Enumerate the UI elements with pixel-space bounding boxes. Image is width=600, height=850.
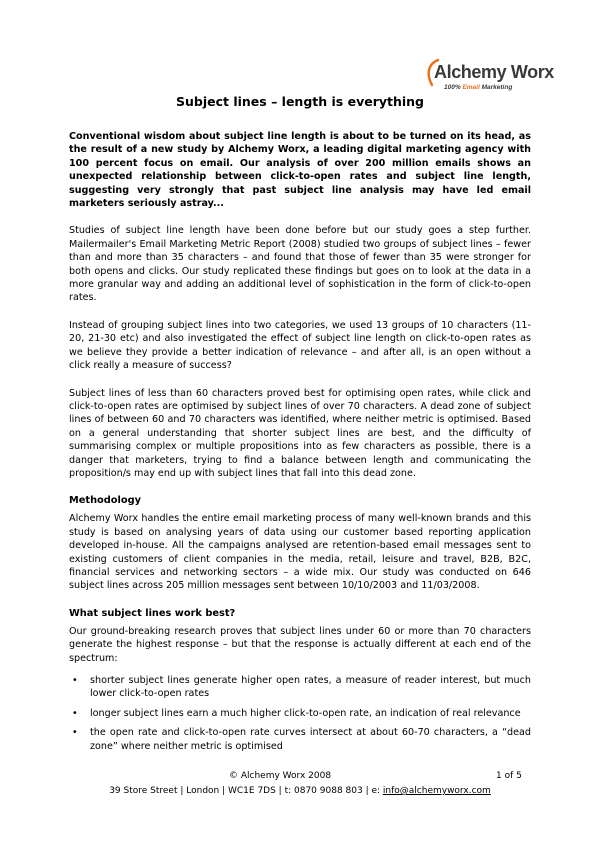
page-title: Subject lines – length is everything <box>175 94 425 109</box>
methodology-paragraph: Alchemy Worx handles the entire email marketing process of many well-known brands and this study is based on analysing years of data using our customer based reporting application developed in-house. All the campaigns analysed are retention-based email messages sent to existing customers of client companies in the media, retail, leisure and travel, B2B, B2C, financial services and networking sectors – a wide mix. Our study was conducted on 646 subject lines across 205 million messages sent between 10/10/2003 and 11/03/2008. <box>69 513 531 592</box>
footer-copyright: © Alchemy Worx 2008 <box>229 771 332 781</box>
logo-tagline-suffix: Marketing <box>481 84 513 91</box>
logo-tagline-prefix: 100% <box>444 84 461 91</box>
logo-name: Alchemy Worx <box>434 62 554 82</box>
list-item <box>69 674 531 701</box>
best-paragraph: Our ground-breaking research proves that subject lines under 60 or more than 70 characters generate the highest response – but that the response is actually different at each end of the spectrum: <box>69 625 531 664</box>
logo-tagline <box>444 84 512 91</box>
body-paragraph: Instead of grouping subject lines into two categories, we used 13 groups of 10 characters (11-20, 21-30 etc) and also investigated the effect of subject line length on click-to-open rates as we believe they provide a better indication of relevance – and after all, is an open without a click really a measure of success? <box>69 319 531 372</box>
list-item <box>69 707 531 720</box>
footer-address <box>0 786 600 796</box>
list-item-text: the open rate and click-to-open rate curves intersect at about 60-70 characters, a “dead zone” where neither metric is optimised <box>90 727 531 752</box>
methodology-heading: Methodology <box>69 495 142 507</box>
list-item-text: shorter subject lines generate higher open rates, a measure of reader interest, but much lower click-to-open rates <box>90 675 531 700</box>
bullet-icon: • <box>72 675 78 686</box>
footer-address-text: 39 Store Street | London | WC1E 7DS | t: 0870 9088 803 | e: <box>109 786 383 796</box>
logo-tagline-accent: Email <box>462 84 480 91</box>
article-body <box>69 130 531 753</box>
body-paragraph: Studies of subject line length have been done before but our study goes a step further. Mailermailer's Email Marketing Metric Report (2008) studied two groups of subject lines – fewer than and more than 35 characters – and found that those of fewer than 35 were stronger for both opens and clicks. Our study replicated these findings but goes on to look at the data in a more granular way and adding an additional level of sophistication in the form of click-to-open rates. <box>69 225 531 304</box>
body-paragraph: Subject lines of less than 60 characters proved best for optimising open rates, while click and click-to-open rates are optimised by subject lines of over 70 characters. A dead zone of subject lines of between 60 and 70 characters was identified, where neither metric is optimised. Based on a general understanding that shorter subject lines are best, and the difficulty of summarising complex or multiple propositions into as few characters as possible, there is a danger that marketers, trying to find a balance between length and communicating the proposition/s may end up with subject lines that fall into this dead zone. <box>69 387 531 479</box>
intro-paragraph: Conventional wisdom about subject line length is about to be turned on its head, as the result of a new study by Alchemy Worx, a leading digital marketing agency with 100 percent focus on email. Our analysis of over 200 million emails shows an unexpected relationship between click-to-open rates and subject line length, suggesting very strongly that past subject line analysis may have led email marketers seriously astray... <box>69 131 531 210</box>
list-item-text: longer subject lines earn a much higher click-to-open rate, an indication of real relevance <box>90 707 521 719</box>
best-heading: What subject lines work best? <box>69 607 236 619</box>
email-link[interactable]: info@alchemyworx.com <box>382 786 491 796</box>
findings-list <box>69 674 531 753</box>
list-item <box>69 726 531 753</box>
company-logo <box>424 56 554 98</box>
bullet-icon: • <box>72 727 78 739</box>
page-number: 1 of 5 <box>496 771 522 781</box>
bullet-icon: • <box>72 707 78 719</box>
